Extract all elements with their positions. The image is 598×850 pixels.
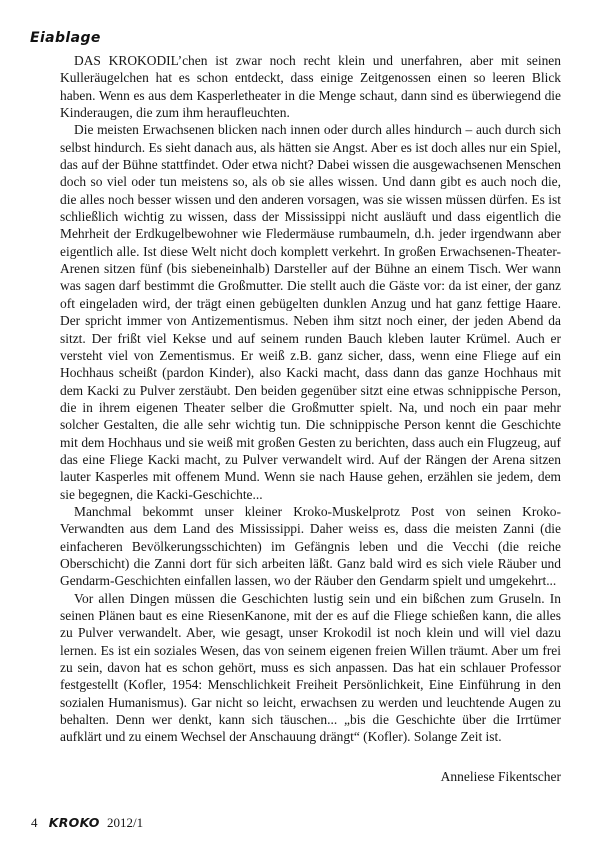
section-label: Eiablage — [30, 30, 101, 46]
article-paragraph-2: Die meisten Erwachsenen blicken nach innen oder durch alles hindurch – auch durch sich selbst hindurch. Es sieht danach aus, als hätten sie Angst. Aber es ist doch alles nur ein Spiel, das auf der Bühne stattfindet. Oder etwa nicht? Dabei wissen die ausgewachsenen Menschen doch so viel oder tun meistens so, als ob sie alles wissen. Und dann gibt es auch noch die, die alles noch besser wissen und den anderen vorsagen, was sie wissen müssen dürfen. Es ist schließlich wichtig zu wissen, dass der Mississippi nicht ausläuft und dass eigentlich die Mehrheit der Erdkugelbewohner wie Fledermäuse rumbaumeln, d.h. jeder irgendwann aber eigentlich alle. Ist diese Welt nicht doch komplett verkehrt. In großen Erwachsenen-Theater-Arenen sitzen fünf (bis siebeneinhalb) Darsteller auf der Bühne an einem Tisch. Wer wann was sagen darf bestimmt die Großmutter. Die stellt auch die Gäste vor: da ist einer, der ganz oft eingeladen wird, der trägt einen gebügelten dunklen Anzug und hat ganz fettige Haare. Der spricht immer von Antizementismus. Neben ihm sitzt noch einer, der jeden Abend da sitzt. Der frißt viel Kekse und auf seinem runden Bauch kleben lauter Krümel. Auch er versteht viel von Zementismus. Er weiß z.B. ganz sicher, dass, wenn eine Fliege auf ein Hochhaus scheißt (pardon Kinder), also Kacki macht, dass dann das ganze Hochhaus mit dem Kacki zu Pulver zerstäubt. Den beiden gegenüber sitzt eine etwas schnippische Person, die in ihrem eigenen Theater selber die Großmutter spielt. Na, und noch ein paar mehr solcher Gestalten, die alle sehr wichtig tun. Die schnippische Person kennt die Geschichte mit dem Hochhaus und sie weiß mit großen Gesten zu berichten, dass auch ein Flugzeug, auf das eine Fliege Kacki macht, zu Pulver verwandelt wird. Auf der Rängen der Arena sitzen lauter Kasperles mit offenem Mund. Wenn sie nach Hause gehen, erzählen sie jedem, dem sie begegnen, die Kacki-Geschichte... — [60, 122, 561, 502]
magazine-name: KROKO — [48, 815, 100, 830]
article-paragraph-3: Manchmal bekommt unser kleiner Kroko-Muskelprotz Post von seinen Kroko-Verwandten aus dem Land des Mississippi. Daher weiss es, dass die meisten Zanni (die einfacheren Bevölkerungsschichten) im Gefängnis leben und die Vecchi (die reiche Oberschicht) die Zanni dort für sich arbeiten läßt. Ganz bald wird es sich viele Räuber und Gendarm-Geschichten einfallen lassen, wo der Räuber den Gendarm spielt und umgekehrt... — [60, 503, 561, 589]
page-footer — [31, 815, 143, 831]
author-signature: Anneliese Fikentscher — [440, 769, 561, 784]
article-body — [60, 52, 561, 746]
article-paragraph-4: Vor allen Dingen müssen die Geschichten lustig sein und ein bißchen zum Gruseln. In seinen Plänen baut es eine RiesenKanone, mit der es auf die Fliege schießen kann, die alles zu Pulver verwandelt. Aber, wie gesagt, unser Krokodil ist noch klein und will viel dazu lernen. Es ist ein soziales Wesen, das von seinem eigenen freien Willen träumt. Aber um frei zu sein, davon hat es schon gehört, muss es sich anpassen. Das hat ein schlauer Professor festgestellt (Kofler, 1954: Menschlichkeit Freiheit Persönlichkeit, Eine Einführung in den sozialen Humanismus). Gar nicht so leicht, erwachsen zu werden und leuchtende Augen zu behalten. Denn wer denkt, kann sich täuschen... „bis die Geschichte über die Irrtümer aufklärt und zu einem Wechsel der Anschauung drängt“ (Kofler). Solange Zeit ist. — [60, 590, 561, 745]
issue-number: 2012/1 — [106, 815, 144, 830]
article-paragraph-1: DAS KROKODIL’chen ist zwar noch recht klein und unerfahren, aber mit seinen Kulleräugelchen hat es schon entdeckt, dass einige Zeitgenossen einen so leeren Blick haben. Wenn es aus dem Kasperletheater in die Menge schaut, dann sind es überwiegend die Kinderaugen, die zum ihm heraufleuchten. — [60, 53, 561, 121]
page-number: 4 — [31, 815, 38, 830]
